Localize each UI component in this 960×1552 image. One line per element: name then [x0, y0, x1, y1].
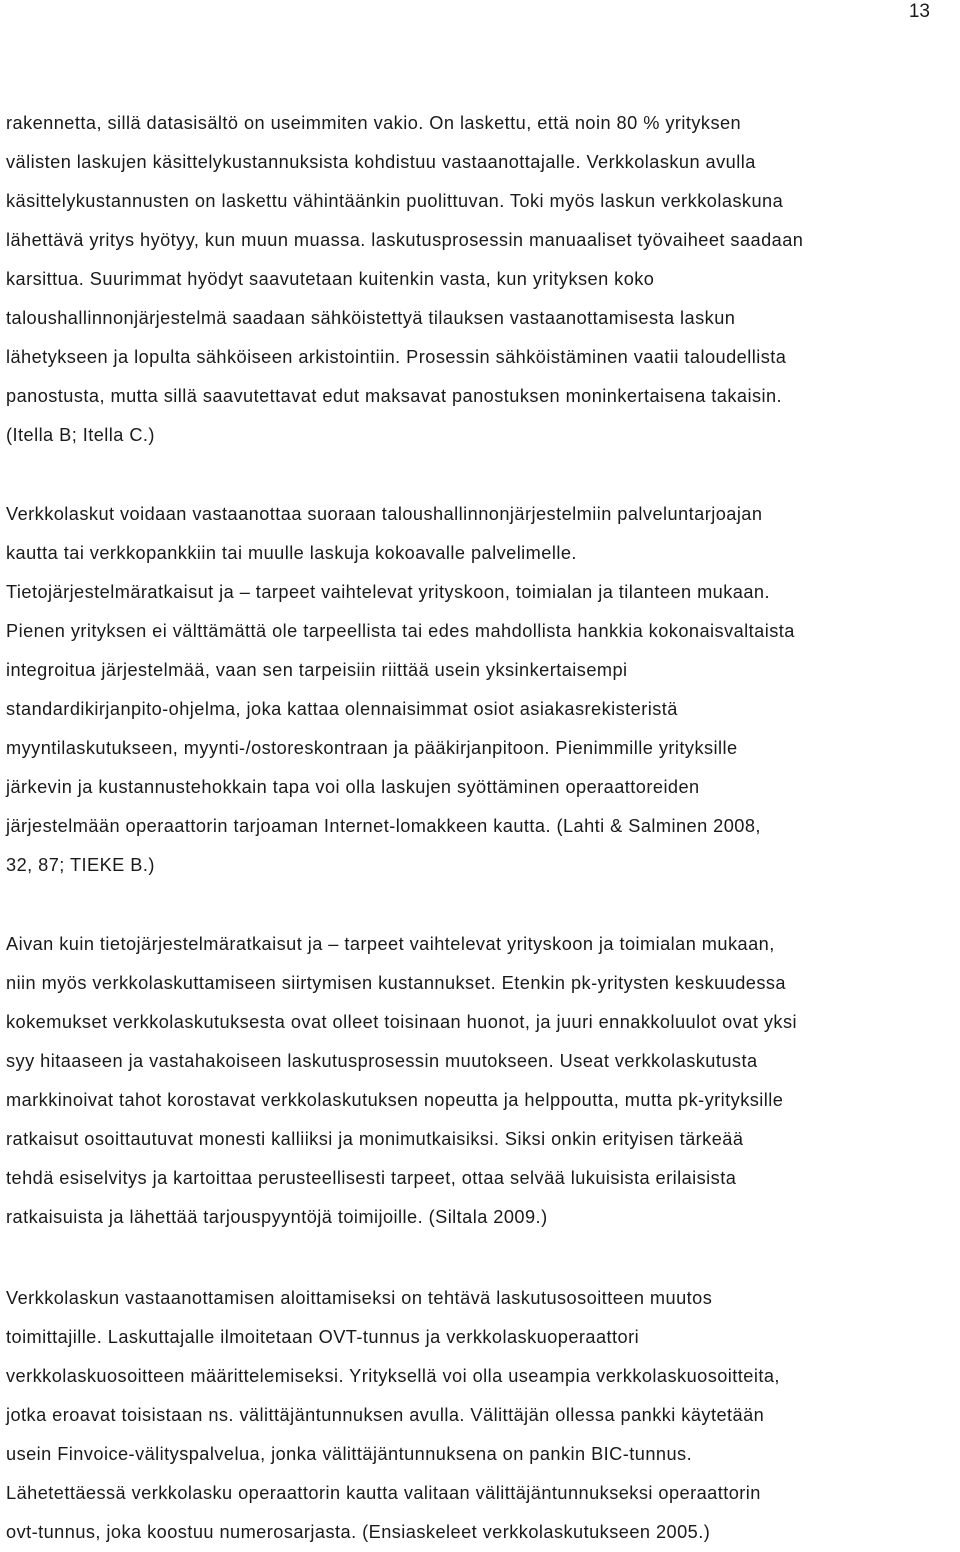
paragraph-receiving-einvoices [6, 495, 960, 885]
text-line: panostusta, mutta sillä saavutettavat edut maksavat panostuksen moninkertaisena takaisin. [6, 386, 783, 406]
text-line: (Itella B; Itella C.) [6, 425, 155, 445]
text-line: verkkolaskuosoitteen määrittelemiseksi. Yrityksellä voi olla useampia verkkolaskuosoitteita, [6, 1366, 780, 1386]
text-line: kautta tai verkkopankkiin tai muulle laskuja kokoavalle palvelimelle. [6, 543, 577, 563]
text-line: standardikirjanpito-ohjelma, joka kattaa olennaisimmat osiot asiakasrekisteristä [6, 699, 678, 719]
text-line: ovt-tunnus, joka koostuu numerosarjasta. (Ensiaskeleet verkkolaskutukseen 2005.) [6, 1522, 711, 1542]
text-line: ratkaisut osoittautuvat monesti kalliiksi ja monimutkaisiksi. Siksi onkin erityisen tärkeää [6, 1129, 744, 1149]
text-line: niin myös verkkolaskuttamiseen siirtymisen kustannukset. Etenkin pk-yritysten keskuudessa [6, 973, 786, 993]
text-line: rakennetta, sillä datasisältö on useimmiten vakio. On laskettu, että noin 80 % yrityksen [6, 113, 742, 133]
text-line: välisten laskujen käsittelykustannuksista kohdistuu vastaanottajalle. Verkkolaskun avulla [6, 152, 756, 172]
text-line: tehdä esiselvitys ja kartoittaa perusteellisesti tarpeet, ottaa selvää lukuisista erilaisista [6, 1168, 737, 1188]
paragraph-transition-costs [6, 925, 960, 1237]
text-line: ratkaisuista ja lähettää tarjouspyyntöjä toimijoille. (Siltala 2009.) [6, 1207, 548, 1227]
text-line: markkinoivat tahot korostavat verkkolaskutuksen nopeutta ja helppoutta, mutta pk-yrityksille [6, 1090, 784, 1110]
text-line: Pienen yrityksen ei välttämättä ole tarpeellista tai edes mahdollista hankkia kokonaisvaltaista [6, 621, 795, 641]
text-line: karsittua. Suurimmat hyödyt saavutetaan kuitenkin vasta, kun yrityksen koko [6, 269, 655, 289]
text-line: kokemukset verkkolaskutuksesta ovat olleet toisinaan huonot, ja juuri ennakkoluulot ovat yksi [6, 1012, 797, 1032]
text-line: myyntilaskutukseen, myynti-/ostoreskontraan ja pääkirjanpitoon. Pienimmille yrityksille [6, 738, 738, 758]
text-line: usein Finvoice-välityspalvelua, jonka välittäjäntunnuksena on pankin BIC-tunnus. [6, 1444, 693, 1464]
text-line: syy hitaaseen ja vastahakoiseen laskutusprosessin muutokseen. Useat verkkolaskutusta [6, 1051, 758, 1071]
text-line: Lähetettäessä verkkolasku operaattorin kautta valitaan välittäjäntunnukseksi operaattorin [6, 1483, 761, 1503]
text-line: lähettävä yritys hyötyy, kun muun muassa. laskutusprosessin manuaaliset työvaiheet saadaan [6, 230, 804, 250]
text-line: jotka eroavat toisistaan ns. välittäjäntunnuksen avulla. Välittäjän ollessa pankki käytetään [6, 1405, 765, 1425]
text-line: Verkkolaskun vastaanottamisen aloittamiseksi on tehtävä laskutusosoitteen muutos [6, 1288, 713, 1308]
text-line: lähetykseen ja lopulta sähköiseen arkistointiin. Prosessin sähköistäminen vaatii taloudellista [6, 347, 787, 367]
text-line: Tietojärjestelmäratkaisut ja – tarpeet vaihtelevat yrityskoon, toimialan ja tilanteen mukaan. [6, 582, 770, 602]
paragraph-invoice-processing-costs [6, 104, 960, 455]
text-line: järjestelmään operaattorin tarjoaman Internet-lomakkeen kautta. (Lahti & Salminen 2008, [6, 816, 761, 836]
text-line: integroitua järjestelmää, vaan sen tarpeisiin riittää usein yksinkertaisempi [6, 660, 628, 680]
text-line: toimittajille. Laskuttajalle ilmoitetaan OVT-tunnus ja verkkolaskuoperaattori [6, 1327, 640, 1347]
text-line: 32, 87; TIEKE B.) [6, 855, 155, 875]
text-line: järkevin ja kustannustehokkain tapa voi olla laskujen syöttäminen operaattoreiden [6, 777, 700, 797]
text-line: taloushallinnonjärjestelmä saadaan sähköistettyä tilauksen vastaanottamisesta laskun [6, 308, 736, 328]
text-line: Verkkolaskut voidaan vastaanottaa suoraan taloushallinnonjärjestelmiin palveluntarjoajan [6, 504, 763, 524]
paragraph-invoice-address-change [6, 1279, 960, 1552]
text-line: Aivan kuin tietojärjestelmäratkaisut ja – tarpeet vaihtelevat yrityskoon ja toimialan mukaan, [6, 934, 775, 954]
page-number: 13 [908, 1, 930, 22]
text-line: käsittelykustannusten on laskettu vähintäänkin puolittuvan. Toki myös laskun verkkolaskuna [6, 191, 784, 211]
